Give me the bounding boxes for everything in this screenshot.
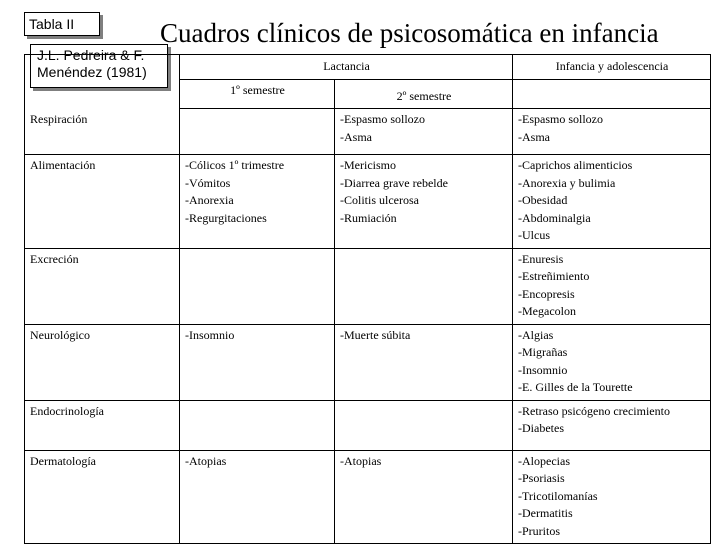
table-label: Tabla II	[24, 12, 100, 36]
cell-sem1	[180, 248, 335, 324]
cell-item: -Abdominalgia	[518, 210, 591, 225]
cell-item: -Mericismo	[340, 158, 396, 172]
cell-item: -Retraso psicógeno crecimiento	[518, 403, 670, 418]
cell-sem2	[335, 450, 513, 544]
cell-inf	[513, 155, 711, 249]
cell-item: -Obesidad	[518, 193, 568, 207]
table-row	[25, 109, 711, 155]
header-lactancia: Lactancia	[180, 55, 513, 80]
table-row	[25, 400, 711, 450]
cell-inf	[513, 400, 711, 450]
author-line-2: Menéndez (1981)	[37, 64, 147, 80]
cell-sem2	[335, 109, 513, 155]
header-infancia: Infancia y adolescencia	[513, 55, 711, 80]
row-category: Dermatología	[25, 450, 180, 544]
table-row	[25, 248, 711, 324]
table-row	[25, 155, 711, 249]
row-category: Neurológico	[25, 324, 180, 400]
header-sem2: 2º semestre	[335, 79, 513, 109]
cell-sem2	[335, 248, 513, 324]
cell-sem1	[180, 109, 335, 155]
cell-item: -Vómitos	[185, 175, 231, 190]
cell-item: -Asma	[340, 129, 372, 144]
cell-sem2	[335, 400, 513, 450]
cell-item: -Enuresis	[518, 251, 564, 266]
cell-item: -Atopias	[340, 453, 382, 468]
cell-item: -Psoriasis	[518, 471, 565, 485]
table-row	[25, 324, 711, 400]
cell-sem1	[180, 155, 335, 249]
cell-item: -Espasmo sollozo	[340, 112, 425, 126]
cell-item: -Encopresis	[518, 286, 575, 301]
header-row-2	[25, 79, 711, 109]
cell-sem2	[335, 155, 513, 249]
cell-inf	[513, 450, 711, 544]
row-category: Alimentación	[25, 155, 180, 249]
header-blank-cell	[25, 79, 180, 109]
cell-item: -Diarrea grave rebelde	[340, 175, 448, 190]
cell-sem2	[335, 324, 513, 400]
header-row-1	[25, 55, 711, 80]
cell-item: -Insomnio	[185, 327, 235, 342]
header-sem1: 1º semestre	[180, 79, 335, 109]
cell-item: -Ulcus	[518, 228, 551, 242]
cell-item: -Dermatitis	[518, 506, 573, 520]
psychosomatic-table	[24, 54, 711, 544]
cell-item: -Tricotilomanías	[518, 488, 598, 503]
cell-item: -Cólicos 1º trimestre	[185, 158, 285, 172]
cell-sem1	[180, 324, 335, 400]
cell-item: -Caprichos alimenticios	[518, 158, 633, 172]
cell-inf	[513, 324, 711, 400]
cell-item: -Regurgitaciones	[185, 210, 267, 225]
page-title: Cuadros clínicos de psicosomática en infancia	[160, 18, 659, 48]
cell-item: -Alopecias	[518, 453, 570, 468]
row-category: Respiración	[25, 109, 180, 155]
cell-item: -Colitis ulcerosa	[340, 193, 419, 207]
cell-item: -Rumiación	[340, 210, 397, 225]
cell-item: -Pruritos	[518, 523, 561, 538]
row-category: Excreción	[25, 248, 180, 324]
cell-item: -Asma	[518, 129, 551, 144]
cell-item: -E. Gilles de la Tourette	[518, 380, 633, 394]
cell-item: -Megacolon	[518, 304, 576, 318]
header-blank-cell	[25, 55, 180, 80]
cell-item: -Algias	[518, 327, 554, 342]
cell-item: -Anorexia	[185, 193, 234, 207]
cell-item: -Estreñimiento	[518, 269, 590, 283]
author-line-1: J.L. Pedreira & F.	[37, 47, 145, 63]
table-row	[25, 450, 711, 544]
cell-item: -Anorexia y bulimia	[518, 175, 616, 190]
cell-item: -Muerte súbita	[340, 327, 411, 342]
cell-inf	[513, 248, 711, 324]
cell-item: -Diabetes	[518, 421, 564, 435]
cell-sem1	[180, 400, 335, 450]
header-blank-cell	[513, 79, 711, 109]
cell-item: -Espasmo sollozo	[518, 112, 604, 126]
cell-item: -Insomnio	[518, 362, 568, 377]
row-category: Endocrinología	[25, 400, 180, 450]
cell-inf	[513, 109, 711, 155]
cell-item: -Atopias	[185, 453, 227, 468]
cell-item: -Migrañas	[518, 345, 568, 359]
cell-sem1	[180, 450, 335, 544]
